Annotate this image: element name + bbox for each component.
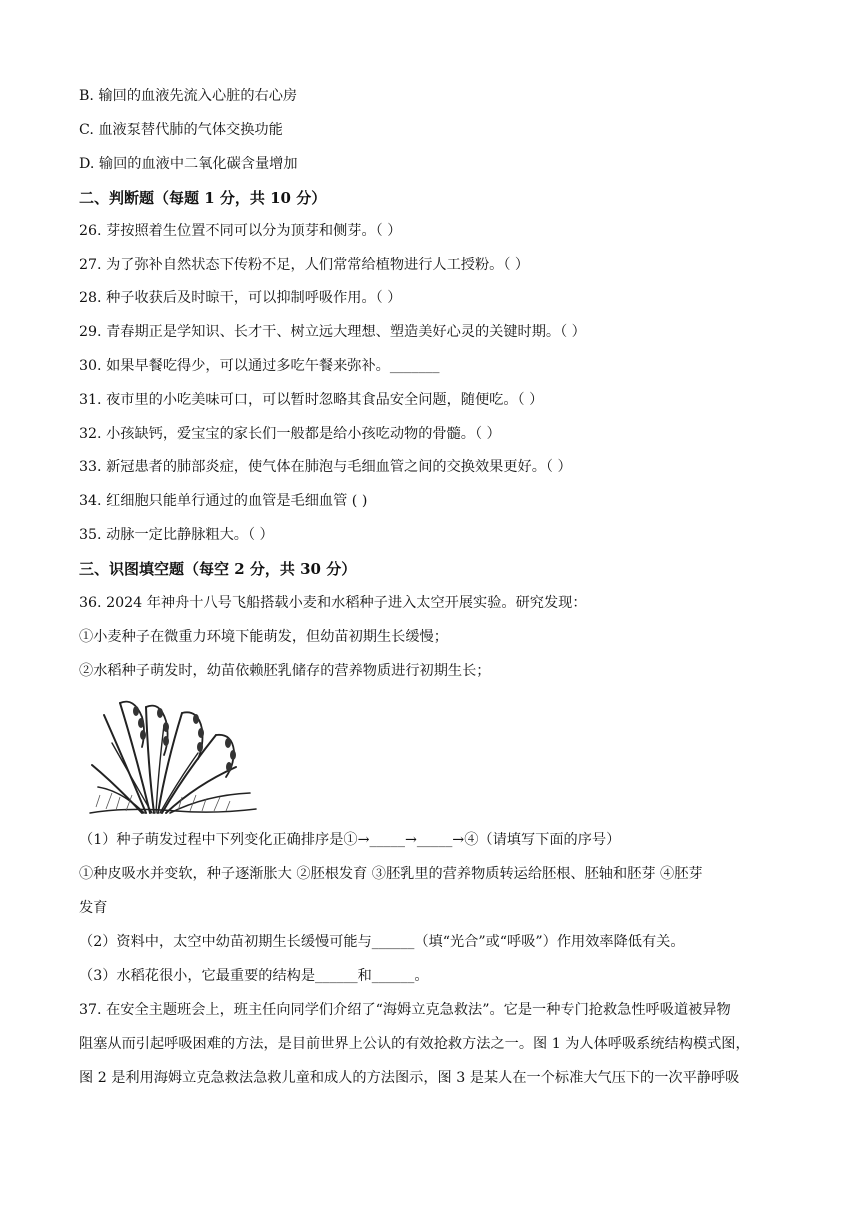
question-37-line-3: 图 2 是利用海姆立克急救法急救儿童和成人的方法图示，图 3 是某人在一个标准大气压下的一次平静呼吸 <box>79 1070 740 1086</box>
question-36-part-3: （3）水稻花很小，它最重要的结构是______和______。 <box>79 968 429 984</box>
question-36-stem: 36. 2024 年神舟十八号飞船搭载小麦和水稻种子进入太空开展实验。研究发现： <box>79 595 587 611</box>
question-30: 30. 如果早餐吃得少，可以通过多吃午餐来弥补。_______ <box>79 358 440 374</box>
option-b: B. 输回的血液先流入心脏的右心房 <box>79 88 298 104</box>
question-36-options: ①种皮吸水并变软，种子逐渐胀大 ②胚根发育 ③胚乳里的营养物质转运给胚根、胚轴和胚芽 ④胚芽 <box>79 866 703 882</box>
question-27: 27. 为了弥补自然状态下传粉不足，人们常常给植物进行人工授粉。（ ） <box>79 257 530 273</box>
question-26: 26. 芽按照着生位置不同可以分为顶芽和侧芽。（ ） <box>79 223 402 239</box>
question-28: 28. 种子收获后及时晾干，可以抑制呼吸作用。（ ） <box>79 290 402 306</box>
option-d: D. 输回的血液中二氧化碳含量增加 <box>79 156 298 172</box>
question-37-line-1: 37. 在安全主题班会上，班主任向同学们介绍了“海姆立克急救法”。它是一种专门抢救急性呼吸道被异物 <box>79 1002 731 1018</box>
question-33: 33. 新冠患者的肺部炎症，使气体在肺泡与毛细血管之间的交换效果更好。（ ） <box>79 459 572 475</box>
question-37-line-2: 阻塞从而引起呼吸困难的方法，是目前世界上公认的有效抢救方法之一。图 1 为人体呼吸系统结构模式图， <box>79 1036 750 1052</box>
question-32: 32. 小孩缺钙，爱宝宝的家长们一般都是给小孩吃动物的骨髓。（ ） <box>79 426 501 442</box>
question-36-finding-2: ②水稻种子萌发时，幼苗依赖胚乳储存的营养物质进行初期生长； <box>79 663 491 679</box>
question-34: 34. 红细胞只能单行通过的血管是毛细血管 ( ) <box>79 493 368 509</box>
question-36-part-1: （1）种子萌发过程中下列变化正确排序是①→_____→_____→④（请填写下面的序号） <box>79 832 621 848</box>
option-c: C. 血液泵替代肺的气体交换功能 <box>79 122 283 138</box>
section-3-heading: 三、识图填空题（每空 2 分，共 30 分） <box>79 560 357 578</box>
rice-plant-illustration <box>86 695 262 817</box>
question-36-options-continued: 发育 <box>79 900 108 916</box>
question-36-finding-1: ①小麦种子在微重力环境下能萌发，但幼苗初期生长缓慢； <box>79 629 448 645</box>
question-35: 35. 动脉一定比静脉粗大。（ ） <box>79 527 274 543</box>
question-29: 29. 青春期正是学知识、长才干、树立远大理想、塑造美好心灵的关键时期。（ ） <box>79 324 586 340</box>
question-36-part-2: （2）资料中，太空中幼苗初期生长缓慢可能与______（填“光合”或“呼吸”）作用效率降低有关。 <box>79 934 685 950</box>
section-2-heading: 二、判断题（每题 1 分，共 10 分） <box>79 189 327 207</box>
question-31: 31. 夜市里的小吃美味可口，可以暂时忽略其食品安全问题，随便吃。（ ） <box>79 392 544 408</box>
